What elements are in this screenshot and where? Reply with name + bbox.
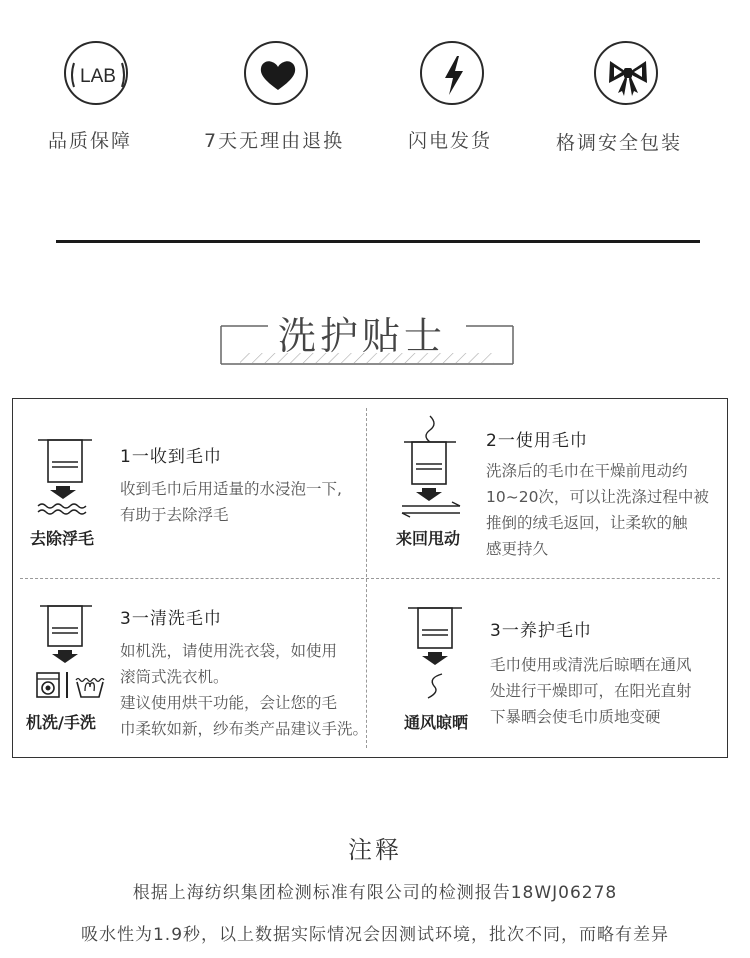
notes-line-absorbency: 吸水性为1.9秒，以上数据实际情况会因测试环境，批次不同，而略有差异 (80, 925, 670, 945)
care-step-title: 3一清洗毛巾 (120, 609, 222, 629)
care-step-text: 毛巾使用或清洗后晾晒在通风 处进行干燥即可，在阳光直射 下暴晒会使毛巾质地变硬 (490, 656, 692, 726)
care-caption: 去除浮毛 (30, 529, 95, 548)
panel-divider-horizontal (20, 578, 720, 579)
care-step-wash (16, 582, 369, 754)
care-step-text: 如机洗，请使用洗衣袋，如使用 滚筒式洗衣机。 建议使用烘干功能，会让您的毛 巾柔软如新，纱布类产品建议手洗。 (120, 642, 369, 738)
care-caption: 通风晾晒 (404, 713, 469, 732)
care-step-text: 洗涤后的毛巾在干燥前甩动约 10~20次，可以让洗涤过程中被 推倒的绒毛返回，让柔软的触 感更持久 (486, 462, 709, 558)
separator-bar (66, 672, 68, 698)
care-step-title: 3一养护毛巾 (490, 621, 592, 641)
care-caption: 机洗/手洗 (26, 713, 96, 732)
towel-shake-icon (398, 412, 468, 532)
care-step-title: 1一收到毛巾 (120, 447, 222, 467)
feature-row (0, 0, 750, 170)
notes-title: 注释 (348, 836, 402, 864)
heart-icon (244, 41, 308, 105)
section-title: 洗护贴士 (278, 314, 447, 358)
care-step-text: 收到毛巾后用适量的水浸泡一下, 有助于去除浮毛 (120, 480, 342, 524)
feature-label-packaging: 格调安全包装 (556, 132, 683, 154)
care-step-use (368, 402, 726, 576)
care-caption: 来回甩动 (396, 529, 461, 548)
hand-wash-icon (74, 672, 106, 698)
bow-icon (594, 41, 658, 105)
care-step-maintain (368, 582, 726, 754)
svg-text:LAB: LAB (80, 66, 116, 87)
towel-wash-icon (38, 600, 94, 672)
section-title-box (220, 293, 514, 365)
divider (56, 240, 700, 243)
lab-icon (64, 41, 128, 105)
feature-label-quality: 品质保障 (48, 130, 133, 152)
washing-machine-icon (36, 672, 60, 698)
towel-airdry-icon (406, 602, 466, 712)
lightning-icon (420, 41, 484, 105)
care-step-title: 2一使用毛巾 (486, 431, 588, 451)
notes-line-report: 根据上海纺织集团检测标准有限公司的检测报告18WJ06278 (132, 883, 618, 903)
care-step-receive (16, 402, 364, 576)
feature-label-return: 7天无理由退换 (204, 130, 345, 152)
feature-label-shipping: 闪电发货 (408, 130, 493, 152)
